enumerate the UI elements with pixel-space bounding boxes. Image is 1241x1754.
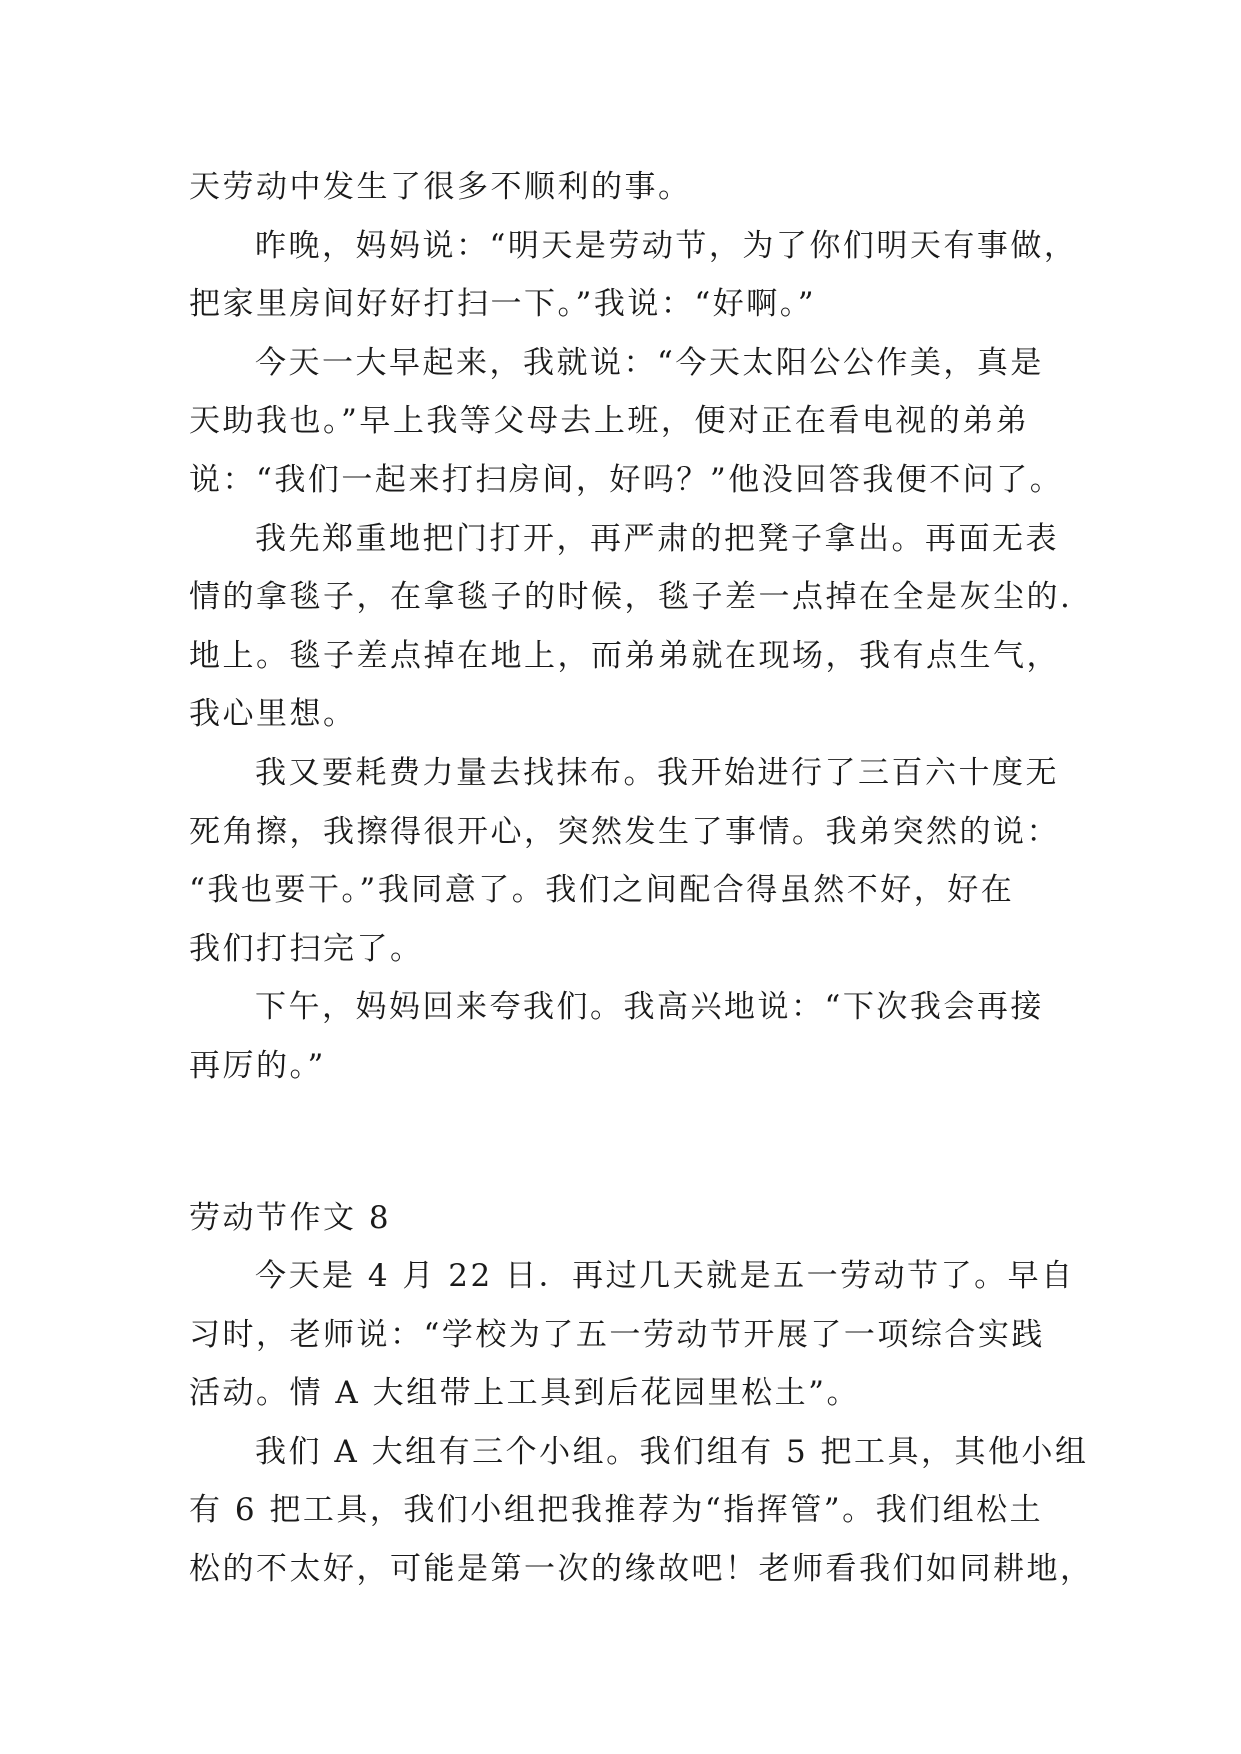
section-spacer <box>189 1096 1069 1189</box>
paragraph-line: 把家里房间好好打扫一下。”我说：“好啊。” <box>189 286 817 323</box>
paragraph-line: 有 6 把工具，我们小组把我推荐为“指挥管”。我们组松土 <box>189 1492 1044 1529</box>
paragraph-line: 说：“我们一起来打扫房间，好吗？”他没回答我便不问了。 <box>189 461 1064 498</box>
paragraph-line: 松的不太好，可能是第一次的缘故吧！老师看我们如同耕地， <box>189 1551 1094 1588</box>
section-heading: 劳动节作文 8 <box>189 1199 392 1236</box>
paragraph-line: 我心里想。 <box>189 696 357 733</box>
paragraph-line: 情的拿毯子，在拿毯子的时候，毯子差一点掉在全是灰尘的. <box>189 579 1073 616</box>
paragraph-line: 天助我也。”早上我等父母去上班，便对正在看电视的弟弟 <box>189 403 1030 440</box>
paragraph-line: 下午，妈妈回来夸我们。我高兴地说：“下次我会再接 <box>255 989 1044 1026</box>
paragraph-line: 今天一大早起来，我就说：“今天太阳公公作美，真是 <box>255 344 1044 381</box>
paragraph-line: 我们 A 大组有三个小组。我们组有 5 把工具，其他小组 <box>255 1433 1089 1470</box>
paragraph-line: 我先郑重地把门打开，再严肃的把凳子拿出。再面无表 <box>255 520 1059 557</box>
document-body <box>189 158 1094 1599</box>
paragraph-line: 我们打扫完了。 <box>189 930 424 967</box>
paragraph-line: 死角擦，我擦得很开心，突然发生了事情。我弟突然的说： <box>189 813 1060 850</box>
paragraph-line: 天劳动中发生了很多不顺利的事。 <box>189 169 692 205</box>
paragraph-line: 我又要耗费力量去找抹布。我开始进行了三百六十度无 <box>255 754 1059 791</box>
paragraph-line: 昨晚，妈妈说：“明天是劳动节，为了你们明天有事做， <box>255 227 1078 264</box>
paragraph-line: 再厉的。” <box>189 1047 326 1084</box>
paragraph-line: 习时，老师说：“学校为了五一劳动节开展了一项综合实践 <box>189 1316 1045 1353</box>
paragraph-line: 地上。毯子差点掉在地上，而弟弟就在现场，我有点生气， <box>189 637 1060 674</box>
paragraph-line: 今天是 4 月 22 日．再过几天就是五一劳动节了。早自 <box>255 1258 1075 1295</box>
paragraph-line: 活动。情 A 大组带上工具到后花园里松土”。 <box>189 1375 860 1412</box>
paragraph-line: “我也要干。”我同意了。我们之间配合得虽然不好，好在 <box>189 872 1015 909</box>
